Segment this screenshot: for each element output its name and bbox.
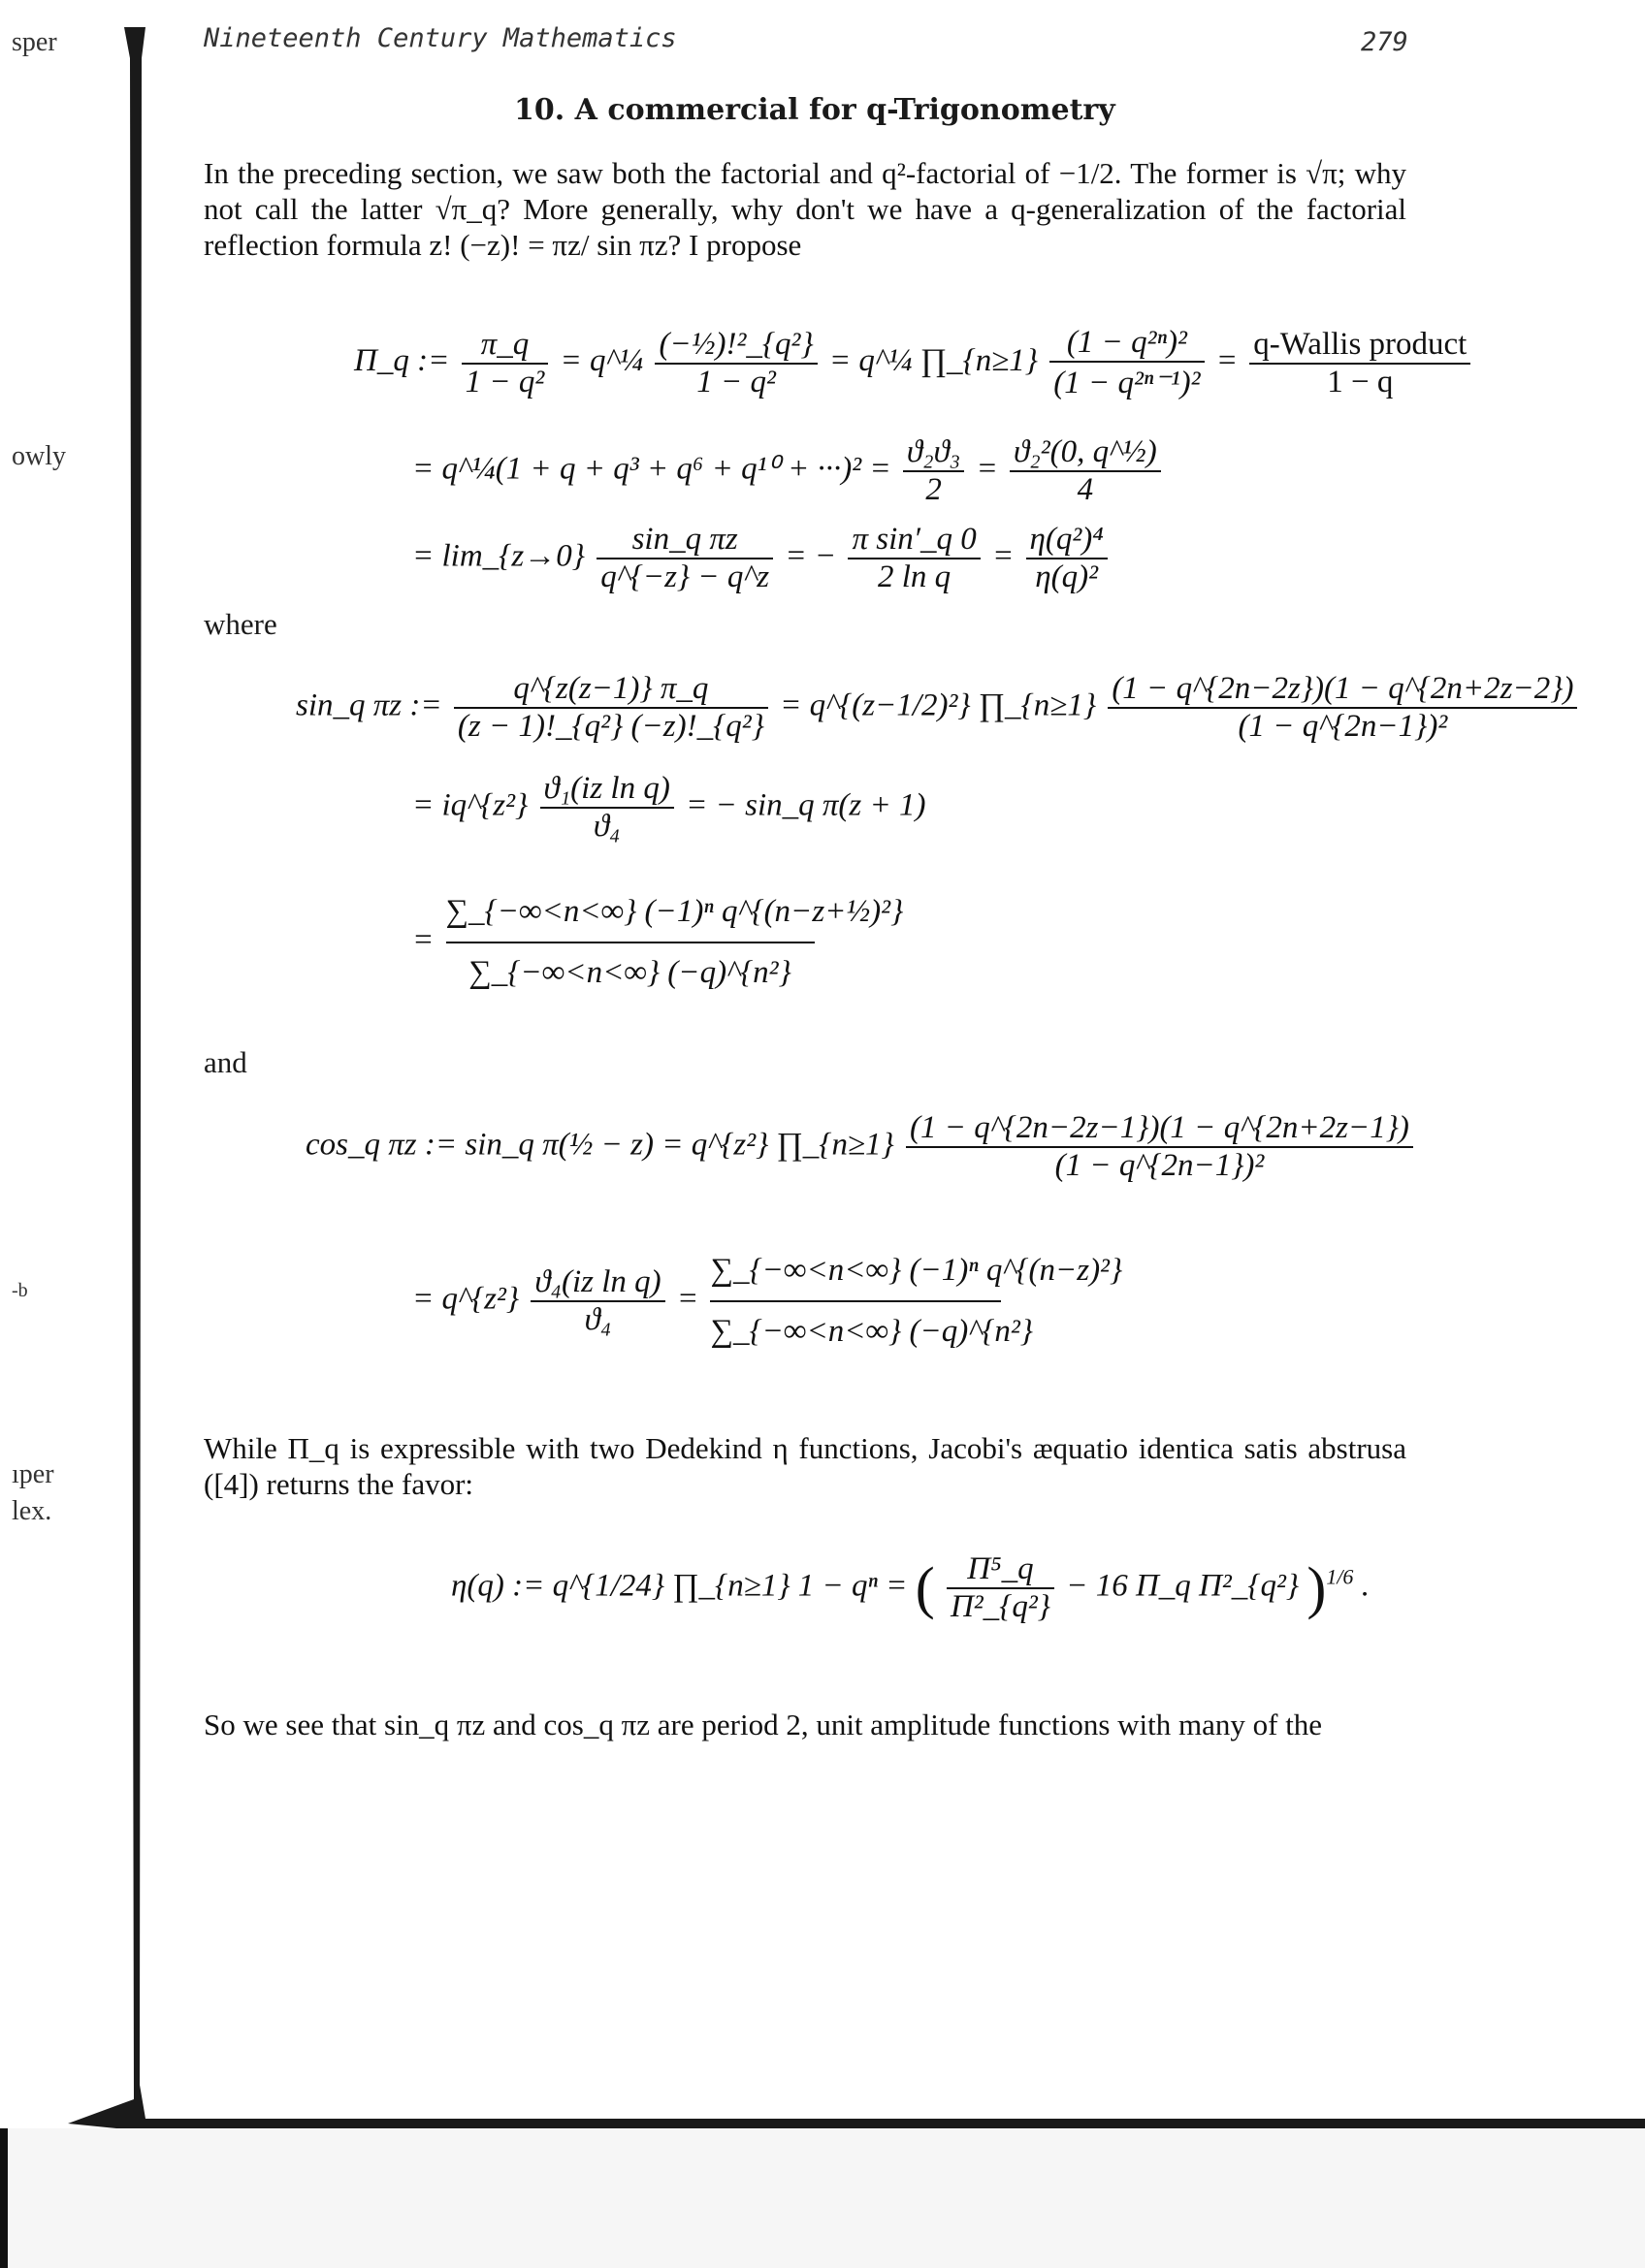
numerator: (1 − q^{2n−2z−1})(1 − q^{2n+2z−1}) [906, 1110, 1413, 1148]
numerator: (1 − q²ⁿ)² [1049, 325, 1204, 363]
denominator: ϑ₄ [593, 809, 621, 844]
margin-note: lex. [12, 1496, 52, 1526]
intro-paragraph: In the preceding section, we saw both the factorial and q²-factorial of −1/2. The former is √π; why not call the latter √π_q? More generally, why don't we have a q-generalization of the factorial reflection formula z! (−z)! = πz/ sin πz? I propose [204, 156, 1406, 262]
denominator: 1 − q² [465, 364, 545, 399]
fraction [540, 771, 674, 845]
eq-term: = lim_{z→0} [412, 538, 585, 574]
fraction [1049, 325, 1204, 401]
equation-cos-1 [306, 1110, 1417, 1184]
eq-lhs: sin_q πz := [296, 687, 442, 723]
fraction [531, 1264, 664, 1338]
eq-term: = iq^{z²} [412, 787, 529, 823]
equation-sin-1 [296, 671, 1581, 745]
where-label: where [204, 607, 277, 641]
eq-lhs: Π_q := [354, 343, 450, 379]
numerator: q-Wallis product [1249, 327, 1470, 365]
numerator: π_q [462, 327, 549, 365]
numerator: sin_q πz [597, 522, 773, 559]
numerator: π sin′_q 0 [848, 522, 980, 559]
numerator: ϑ₁(iz ln q) [540, 771, 674, 809]
page-number: 279 [1361, 27, 1408, 57]
denominator: q^{−z} − q^z [600, 559, 770, 594]
fraction [454, 671, 768, 745]
denominator: ϑ₄ [584, 1302, 612, 1337]
denominator: (z − 1)!_{q²} (−z)!_{q²} [457, 709, 764, 744]
equation-eta: η(q) := q^{1/24} ∏_{n≥1} 1 − qⁿ = ( $\frac{\text{Π⁵\_q}}{\text{Π²\_\{q²\}}}$ − 16 Π_q Π²_{q²} )$^{1/6}$ . [451, 1551, 1370, 1624]
equation-sin-2 [412, 771, 926, 845]
numerator: ∑_{−∞<n<∞} (−1)ⁿ q^{(n−z)²} [710, 1241, 1001, 1302]
eq-lhs: η(q) := q^{1/24} ∏_{n≥1} 1 − qⁿ = [451, 1568, 908, 1604]
numerator: (−½)!²_{q²} [655, 327, 817, 365]
eq-term: = q^{z²} [412, 1281, 520, 1317]
conclusion-paragraph: So we see that sin_q πz and cos_q πz are period 2, unit amplitude functions with many of the [204, 1708, 1323, 1741]
numerator: q^{z(z−1)} π_q [454, 671, 768, 709]
equation-pi-q-2: = q^¼(1 + q + q³ + q⁶ + q¹⁰ + ···)² = $\frac{\text{ϑ₂ϑ₃}}{2}$ = $\frac{\text{ϑ₂²(0, q\textasciicircum{}½)}}{4}$ [412, 434, 1165, 508]
denominator: ∑_{−∞<n<∞} (−q)^{n²} [468, 955, 791, 990]
fraction [903, 434, 964, 508]
margin-note: owly [12, 441, 66, 471]
eq-term: = q^¼ [560, 343, 644, 379]
denominator: 2 ln q [878, 559, 952, 594]
denominator: η(q)² [1035, 559, 1098, 594]
denominator: Π²_{q²} [950, 1589, 1050, 1624]
denominator: (1 − q^{2n−1})² [1054, 1148, 1265, 1183]
fraction [1026, 522, 1108, 595]
eq-term: = q^¼ ∏_{n≥1} [828, 343, 1039, 379]
equation-pi-q-1: Π_q := $\frac{\pi\_q}{\text{1 − q²}}$ = q^¼ $\frac{\text{(−½)!²\_\{q²\}}}{\text{1 − q²}}$ = q^¼ ∏_{n≥1} $\frac{\text{(1 − q²ⁿ)²}}{\text{(1 − q²ⁿ⁻¹)²}}$ = $\frac{\text{q-Wallis product}}{1 - q}$ [354, 325, 1474, 401]
numerator: ϑ₄(iz ln q) [531, 1264, 664, 1302]
equation-sin-3: = $\frac{\text{∑\_\{−∞<n<∞\} (−1)ⁿ q\textasciicircum{}\{(n−z+½)²\}}}{\text{∑\_\{−∞<n<∞\} (−q)\textasciicircum{}\{n²\}}}$ [412, 882, 819, 1003]
numerator: Π⁵_q [947, 1551, 1054, 1589]
denominator: (1 − q^{2n−1})² [1238, 709, 1448, 744]
exponent: 1/6 [1326, 1564, 1354, 1589]
fraction [462, 327, 549, 400]
numerator: η(q²)⁴ [1026, 522, 1108, 559]
denominator: 1 − q [1327, 364, 1394, 399]
numerator: ϑ₂ϑ₃ [903, 434, 964, 472]
fraction [906, 1110, 1413, 1184]
eq-term: = q^¼(1 + q + q³ + q⁶ + q¹⁰ + ···)² = [412, 451, 891, 487]
fraction [655, 327, 817, 400]
numerator: ∑_{−∞<n<∞} (−1)ⁿ q^{(n−z+½)²} [446, 882, 815, 943]
while-paragraph: While Π_q is expressible with two Dedekind η functions, Jacobi's æquatio identica satis abstrusa ([4]) returns the favor: [204, 1431, 1406, 1501]
eq-term: = q^{(z−1/2)²} ∏_{n≥1} [780, 687, 1097, 723]
denominator: ∑_{−∞<n<∞} (−q)^{n²} [710, 1314, 1033, 1349]
numerator: ϑ₂²(0, q^½) [1010, 434, 1161, 472]
margin-note: ıper [12, 1459, 54, 1489]
fraction [1249, 327, 1470, 400]
fraction [1010, 434, 1161, 508]
fraction [597, 522, 773, 595]
equation-pi-q-3: = lim_{z→0} $\frac{\text{sin\_q πz}}{q\^{}\{-z\} - q\^{}z}$ = − $\frac{\text{π sin′\_q 0}}{\text{2 ln q}}$ = $\frac{\text{η(q²)⁴}}{\text{η(q)²}}$ [412, 522, 1112, 595]
denominator: 2 [925, 472, 942, 507]
denominator: (1 − q²ⁿ⁻¹)² [1053, 366, 1201, 400]
margin-note: sper [12, 27, 57, 57]
eq-term: − 16 Π_q Π²_{q²} [1066, 1568, 1300, 1604]
eq-lhs: cos_q πz := sin_q π(½ − z) = q^{z²} ∏_{n≥1} [306, 1127, 894, 1163]
denominator: 1 − q² [696, 364, 776, 399]
fraction [445, 882, 904, 1003]
fraction [1108, 671, 1577, 745]
running-header: Nineteenth Century Mathematics [204, 23, 677, 53]
section-title: 10. A commercial for q-Trigonometry [514, 93, 1115, 127]
fraction [848, 522, 980, 595]
fraction [947, 1551, 1054, 1625]
margin-note: -b [12, 1280, 28, 1301]
eq-term: = − sin_q π(z + 1) [686, 787, 926, 823]
denominator: 4 [1077, 472, 1094, 507]
numerator: (1 − q^{2n−2z})(1 − q^{2n+2z−2}) [1108, 671, 1577, 709]
and-label: and [204, 1045, 247, 1079]
equation-cos-2: = q^{z²} $\frac{\text{ϑ₄(iz ln q)}}{\text{ϑ₄}}$ = $\frac{\text{∑\_\{−∞<n<∞\} (−1)ⁿ q\textasciicircum{}\{(n−z)²\}}}{\text{∑\_\{−∞<n<∞\} (−q)\textasciicircum{}\{n²\}}}$ [412, 1241, 1005, 1361]
